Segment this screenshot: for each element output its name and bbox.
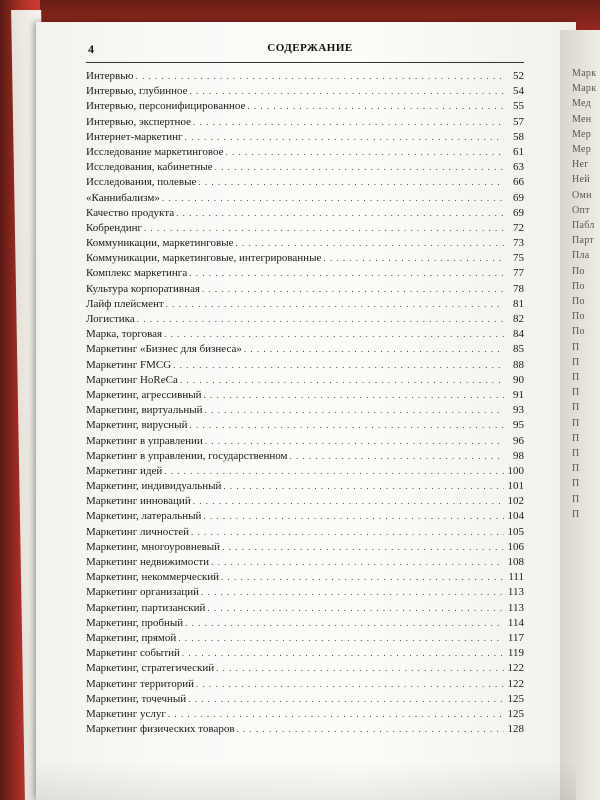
toc-entry [86,435,524,450]
dot-leader [164,329,504,339]
toc-entry-label: Коммуникации, маркетинговые [86,237,234,250]
table-of-contents [86,70,524,738]
toc-entry-label: Маркетинг, некоммерческий [86,571,220,584]
next-page-fragment: Парт [572,235,595,247]
toc-entry [86,541,524,556]
header-rule [86,62,524,63]
next-page-fragment: П [572,463,580,475]
toc-entry [86,708,524,723]
toc-entry-label: Исследование маркетинговое [86,145,224,158]
toc-entry-page: 69 [513,191,524,204]
next-page-fragment: Омн [572,189,592,201]
toc-entry [86,328,524,343]
toc-entry-label: Марка, торговая [86,328,163,341]
dot-leader [205,436,504,446]
dot-leader [221,572,504,582]
dot-leader [193,496,504,506]
toc-entry [86,495,524,510]
dot-leader [173,360,504,370]
toc-entry-page: 73 [513,237,524,250]
toc-entry-page: 111 [508,571,524,584]
dot-leader [185,618,504,628]
toc-entry-label: Интервью, экспертное [86,115,191,128]
dot-leader [166,299,504,309]
toc-entry-page: 98 [513,449,524,462]
toc-entry [86,647,524,662]
toc-entry [86,252,524,267]
next-page-fragment: Мед [572,98,592,110]
toc-entry [86,146,524,161]
toc-entry-page: 113 [507,601,524,614]
toc-entry-page: 78 [513,282,524,295]
dot-leader [207,603,504,613]
toc-entry-label: Интервью, глубинное [86,85,188,98]
toc-entry-label: Маркетинг, агрессивный [86,388,202,401]
toc-entry-label: Качество продукта [86,206,175,219]
next-page-edge [560,30,600,800]
page-title: СОДЕРЖАНИЕ [267,42,353,54]
toc-entry-page: 114 [507,616,524,629]
dot-leader [290,451,504,461]
toc-entry-page: 106 [507,540,524,553]
toc-entry-page: 96 [513,434,524,447]
toc-entry-label: Коммуникации, маркетинговые, интегрированные [86,252,322,265]
toc-entry-label: Маркетинг организаций [86,586,200,599]
toc-entry [86,298,524,313]
dot-leader [323,253,504,263]
toc-entry [86,100,524,115]
toc-entry-page: 113 [507,586,524,599]
toc-entry-label: Маркетинг событий [86,647,180,660]
toc-entry-page: 105 [507,525,524,538]
next-page-fragment: Ней [572,174,590,186]
dot-leader [202,284,504,294]
next-page-fragment: По [572,265,585,277]
toc-entry [86,176,524,191]
toc-entry-label: Маркетинг недвижимости [86,556,210,568]
toc-entry [86,207,524,222]
next-page-fragment: Мер [572,144,592,156]
toc-entry-page: 75 [513,252,524,265]
toc-entry-page: 102 [507,495,524,508]
toc-entry [86,313,524,328]
dot-leader [236,238,504,248]
toc-entry [86,678,524,693]
dot-leader [189,420,504,430]
next-page-fragment: По [572,311,585,323]
toc-entry [86,419,524,434]
toc-entry-page: 95 [513,419,524,432]
toc-entry-label: Маркетинг личностей [86,525,189,538]
dot-leader [193,117,504,127]
toc-entry-page: 57 [513,115,524,128]
dot-leader [244,344,504,354]
toc-entry-page: 85 [513,343,524,356]
toc-entry-label: Комплекс маркетинга [86,267,188,280]
toc-entry-page: 122 [507,677,524,690]
dot-leader [182,648,504,658]
toc-entry [86,237,524,252]
next-page-fragment: Марк [572,68,597,79]
toc-entry-label: Маркетинг инноваций [86,495,191,508]
next-page-fragment: П [572,417,580,429]
dot-leader [215,162,504,172]
next-page-fragment: П [572,448,580,460]
toc-entry-label: Логистика [86,313,135,325]
toc-entry [86,283,524,298]
toc-entry-label: Исследования, полевые [86,176,197,189]
toc-entry [86,161,524,176]
next-page-fragment: П [572,387,580,399]
toc-entry [86,131,524,146]
dot-leader [164,466,504,476]
toc-entry [86,662,524,677]
toc-entry [86,602,524,617]
toc-entry [86,267,524,282]
toc-entry [86,192,524,207]
dot-leader [189,268,504,278]
next-page-fragment: Пабл [572,220,595,232]
toc-entry-page: 104 [507,510,524,523]
toc-entry-page: 81 [513,297,524,310]
toc-entry-label: Маркетинг физических товаров [86,723,235,736]
dot-leader [201,587,504,597]
next-page-fragment: П [572,341,580,353]
toc-entry-page: 54 [513,85,524,98]
toc-entry-page: 119 [507,647,524,660]
dot-leader [135,71,504,81]
next-page-fragment: Опт [572,204,590,216]
dot-leader [237,724,504,734]
toc-entry-page: 61 [513,145,524,158]
dot-leader [137,314,504,324]
next-page-fragment: По [572,296,585,308]
page-number: 4 [88,42,94,56]
next-page-fragment: Мен [572,113,592,125]
dot-leader [223,481,504,491]
next-page-fragment: П [572,432,580,444]
toc-entry-label: Маркетинг идей [86,464,163,477]
next-page-fragment: П [572,508,580,520]
toc-entry-label: Культура корпоративная [86,282,200,295]
toc-entry-label: Маркетинг в управлении [86,434,203,447]
toc-entry [86,526,524,541]
dot-leader [211,557,504,567]
dot-leader [190,86,504,96]
toc-entry-label: Маркетинг «Бизнес для бизнеса» [86,343,242,356]
dot-leader [144,223,504,233]
next-page-fragment: Мер [572,128,592,140]
next-page-fragment: Марк [572,83,597,95]
toc-entry-page: 66 [513,176,524,189]
dot-leader [168,709,504,719]
toc-entry-label: Маркетинг, вирусный [86,419,188,432]
toc-entry-label: Маркетинг территорий [86,677,194,690]
toc-entry-label: Маркетинг, стратегический [86,662,215,675]
toc-entry-label: Маркетинг, прямой [86,631,177,644]
toc-entry [86,374,524,389]
toc-entry-label: «Каннибализм» [86,191,160,204]
toc-entry-page: 125 [507,707,524,720]
next-page-fragment: По [572,326,585,338]
next-page-fragment: П [572,478,580,490]
toc-entry [86,693,524,708]
next-page-fragment: П [572,493,580,505]
toc-entry-page: 100 [507,464,524,477]
toc-entry-label: Маркетинг, точечный [86,692,187,705]
next-page-fragment: П [572,372,580,384]
toc-entry-label: Кобрендинг [86,221,143,234]
toc-entry [86,359,524,374]
dot-leader [180,375,504,385]
toc-entry [86,617,524,632]
dot-leader [178,633,504,643]
toc-entry [86,70,524,85]
toc-entry [86,632,524,647]
next-page-fragment: П [572,402,580,414]
dot-leader [185,132,504,142]
toc-entry-label: Лайф плейсмент [86,297,164,310]
toc-entry-label: Маркетинг, латеральный [86,510,202,523]
toc-entry-label: Интервью [86,70,134,82]
toc-entry-page: 88 [513,358,524,371]
toc-entry-label: Маркетинг, виртуальный [86,404,203,417]
toc-entry [86,116,524,131]
toc-entry [86,723,524,738]
toc-entry-label: Интернет-маркетинг [86,130,183,143]
dot-leader [205,405,504,415]
toc-entry-label: Маркетинг, индивидуальный [86,480,222,493]
dot-leader [216,663,504,673]
dot-leader [198,177,504,187]
toc-entry-label: Интервью, персонифицированное [86,100,246,113]
toc-entry [86,571,524,586]
toc-entry [86,343,524,358]
toc-entry [86,450,524,465]
toc-entry [86,586,524,601]
toc-entry-label: Маркетинг в управлении, государственном [86,449,288,462]
toc-entry-page: 108 [507,556,524,568]
toc-entry [86,480,524,495]
next-page-fragment: По [572,280,585,292]
toc-entry-page: 122 [507,662,524,675]
toc-entry-label: Маркетинг, многоуровневый [86,540,221,553]
next-page-fragment: П [572,356,580,368]
toc-entry-page: 58 [513,130,524,143]
toc-entry-label: Маркетинг, партизанский [86,601,206,614]
next-page-fragment: Нег [572,159,589,171]
toc-entry-page: 72 [513,221,524,234]
dot-leader [203,511,504,521]
toc-entry [86,222,524,237]
dot-leader [247,101,504,111]
toc-entry-page: 125 [507,692,524,705]
toc-entry [86,510,524,525]
toc-entry-page: 101 [507,480,524,493]
toc-entry-page: 84 [513,328,524,341]
toc-entry [86,389,524,404]
page-shadow [36,760,576,800]
dot-leader [191,527,504,537]
toc-entry-page: 91 [513,388,524,401]
toc-entry-page: 128 [507,723,524,736]
toc-entry-page: 93 [513,404,524,417]
toc-entry [86,404,524,419]
dot-leader [162,193,504,203]
dot-leader [176,208,504,218]
dot-leader [204,390,504,400]
toc-entry-page: 82 [513,313,524,325]
toc-entry-page: 55 [513,100,524,113]
next-page-fragments [560,30,600,522]
toc-entry-page: 52 [513,70,524,82]
toc-entry-page: 69 [513,206,524,219]
toc-entry-label: Маркетинг услуг [86,707,166,720]
toc-entry-page: 77 [513,267,524,280]
toc-entry-page: 90 [513,373,524,386]
toc-entry-page: 63 [513,161,524,174]
toc-entry-label: Маркетинг, пробный [86,616,184,629]
dot-leader [196,679,504,689]
dot-leader [226,147,504,157]
toc-entry-page: 117 [507,631,524,644]
toc-entry [86,465,524,480]
next-page-fragment: Пла [572,250,590,262]
toc-entry [86,556,524,571]
dot-leader [222,542,504,552]
toc-entry-label: Маркетинг HoReCa [86,373,178,386]
toc-entry-label: Маркетинг FMCG [86,358,172,371]
dot-leader [188,694,504,704]
toc-entry-label: Исследования, кабинетные [86,161,213,174]
toc-entry [86,85,524,100]
